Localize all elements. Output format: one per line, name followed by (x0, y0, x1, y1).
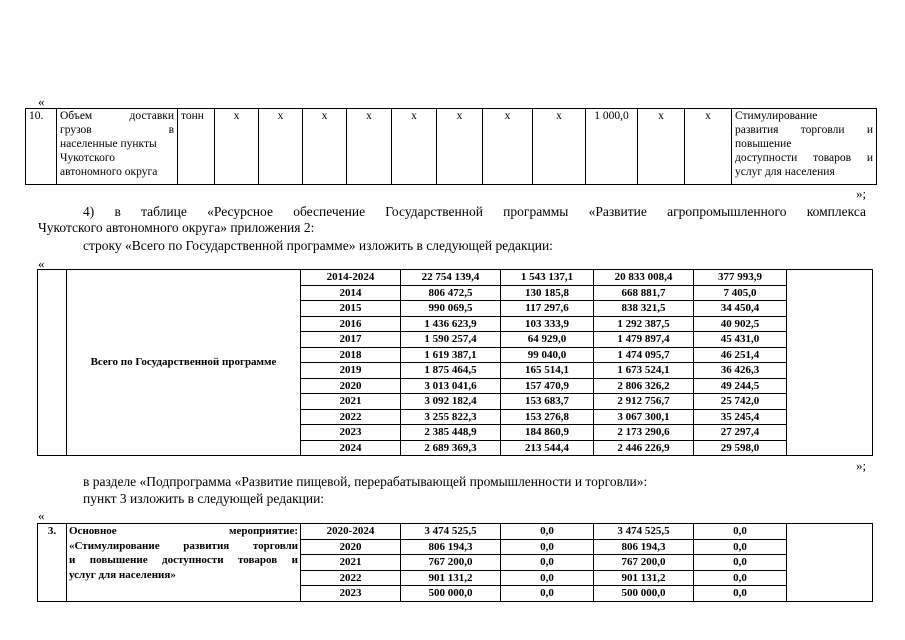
amount-cell: 1 436 623,9 (401, 316, 501, 332)
amount-cell: 0,0 (501, 524, 594, 540)
amount-cell: 2 173 290,6 (594, 425, 694, 441)
amount-cell: 806 194,3 (594, 539, 694, 555)
year-cell: 2022 (301, 570, 401, 586)
amount-cell: 0,0 (694, 586, 787, 602)
row-label: Всего по Государственной программе (67, 270, 301, 456)
amount-cell: 153 683,7 (501, 394, 594, 410)
row-number: 10. (26, 109, 57, 185)
amount-cell: 767 200,0 (401, 555, 501, 571)
activity-label: Основное мероприятие: «Стимулирование развития торговли и повышение доступности товаров и услуг для населения» (67, 524, 301, 602)
table-measure-10 (25, 108, 877, 185)
value-cell: х (533, 109, 586, 185)
amount-cell: 35 245,4 (694, 409, 787, 425)
year-cell: 2017 (301, 332, 401, 348)
amount-cell: 0,0 (694, 555, 787, 571)
paragraph-instruction: строку «Всего по Государственной программе» изложить в следующей редакции: (83, 238, 553, 253)
table-main-activity (37, 523, 873, 602)
amount-cell: 3 013 041,6 (401, 378, 501, 394)
amount-cell: 0,0 (694, 570, 787, 586)
amount-cell: 2 806 326,2 (594, 378, 694, 394)
amount-cell: 2 912 756,7 (594, 394, 694, 410)
value-cell: х (215, 109, 259, 185)
table-total-program (37, 269, 873, 456)
value-cell: х (437, 109, 483, 185)
amount-cell: 0,0 (694, 539, 787, 555)
amount-cell: 46 251,4 (694, 347, 787, 363)
year-cell: 2015 (301, 301, 401, 317)
year-cell: 2014-2024 (301, 270, 401, 286)
value-cell: 1 000,0 (586, 109, 638, 185)
amount-cell: 500 000,0 (594, 586, 694, 602)
value-cell: х (392, 109, 437, 185)
amount-cell: 901 131,2 (594, 570, 694, 586)
amount-cell: 0,0 (501, 586, 594, 602)
amount-cell: 668 881,7 (594, 285, 694, 301)
quote-open-1: « (38, 94, 45, 109)
year-cell: 2020-2024 (301, 524, 401, 540)
year-cell: 2016 (301, 316, 401, 332)
amount-cell: 153 276,8 (501, 409, 594, 425)
amount-cell: 36 426,3 (694, 363, 787, 379)
amount-cell: 1 543 137,1 (501, 270, 594, 286)
amount-cell: 2 385 448,9 (401, 425, 501, 441)
amount-cell: 3 067 300,1 (594, 409, 694, 425)
year-cell: 2019 (301, 363, 401, 379)
value-cell: х (259, 109, 303, 185)
year-cell: 2021 (301, 555, 401, 571)
amount-cell: 0,0 (501, 539, 594, 555)
value-cell: х (303, 109, 347, 185)
amount-cell: 49 244,5 (694, 378, 787, 394)
quote-open-3: « (38, 508, 45, 523)
empty-note-cell (787, 524, 873, 602)
amount-cell: 45 431,0 (694, 332, 787, 348)
amount-cell: 0,0 (501, 570, 594, 586)
amount-cell: 213 544,4 (501, 440, 594, 456)
value-cell: х (685, 109, 732, 185)
amount-cell: 3 092 182,4 (401, 394, 501, 410)
paragraph-item3: пункт 3 изложить в следующей редакции: (83, 491, 325, 506)
year-cell: 2024 (301, 440, 401, 456)
year-cell: 2023 (301, 586, 401, 602)
paragraph-subprogram: в разделе «Подпрограмма «Развитие пищевой, перерабатывающей промышленности и торговли»: (83, 474, 648, 489)
amount-cell: 838 321,5 (594, 301, 694, 317)
amount-cell: 34 450,4 (694, 301, 787, 317)
amount-cell: 500 000,0 (401, 586, 501, 602)
row-number: 3. (38, 524, 67, 602)
quote-open-2: « (38, 256, 45, 271)
amount-cell: 7 405,0 (694, 285, 787, 301)
year-cell: 2020 (301, 378, 401, 394)
amount-cell: 0,0 (501, 555, 594, 571)
amount-cell: 1 673 524,1 (594, 363, 694, 379)
year-cell: 2021 (301, 394, 401, 410)
year-cell: 2023 (301, 425, 401, 441)
value-cell: х (638, 109, 685, 185)
amount-cell: 1 619 387,1 (401, 347, 501, 363)
value-cell: х (483, 109, 533, 185)
amount-cell: 806 472,5 (401, 285, 501, 301)
amount-cell: 3 474 525,5 (401, 524, 501, 540)
year-cell: 2018 (301, 347, 401, 363)
empty-number-cell (38, 270, 67, 456)
amount-cell: 1 590 257,4 (401, 332, 501, 348)
amount-cell: 990 069,5 (401, 301, 501, 317)
amount-cell: 29 598,0 (694, 440, 787, 456)
amount-cell: 99 040,0 (501, 347, 594, 363)
amount-cell: 3 255 822,3 (401, 409, 501, 425)
amount-cell: 0,0 (694, 524, 787, 540)
measure-name: Объем доставки грузов в населенные пункты Чукотского автономного округа (57, 109, 178, 185)
value-cell: х (347, 109, 392, 185)
table-row (38, 270, 873, 286)
amount-cell: 40 902,5 (694, 316, 787, 332)
amount-cell: 806 194,3 (401, 539, 501, 555)
quote-close-2: »; (856, 458, 867, 473)
empty-note-cell (787, 270, 873, 456)
amount-cell: 130 185,8 (501, 285, 594, 301)
amount-cell: 27 297,4 (694, 425, 787, 441)
amount-cell: 157 470,9 (501, 378, 594, 394)
quote-close-1: »; (856, 186, 867, 201)
amount-cell: 1 474 095,7 (594, 347, 694, 363)
amount-cell: 767 200,0 (594, 555, 694, 571)
year-cell: 2022 (301, 409, 401, 425)
amount-cell: 103 333,9 (501, 316, 594, 332)
amount-cell: 20 833 008,4 (594, 270, 694, 286)
amount-cell: 184 860,9 (501, 425, 594, 441)
amount-cell: 64 929,0 (501, 332, 594, 348)
amount-cell: 1 479 897,4 (594, 332, 694, 348)
amount-cell: 2 446 226,9 (594, 440, 694, 456)
paragraph-4: 4) в таблице «Ресурсное обеспечение Государственной программы «Развитие агропромышленного комплекса (83, 204, 866, 219)
amount-cell: 1 875 464,5 (401, 363, 501, 379)
amount-cell: 377 993,9 (694, 270, 787, 286)
note-cell: Стимулирование развития торговли и повышение доступности товаров и услуг для населения (732, 109, 877, 185)
table-row (38, 524, 873, 540)
year-cell: 2020 (301, 539, 401, 555)
amount-cell: 901 131,2 (401, 570, 501, 586)
amount-cell: 117 297,6 (501, 301, 594, 317)
amount-cell: 25 742,0 (694, 394, 787, 410)
year-cell: 2014 (301, 285, 401, 301)
amount-cell: 22 754 139,4 (401, 270, 501, 286)
amount-cell: 3 474 525,5 (594, 524, 694, 540)
amount-cell: 1 292 387,5 (594, 316, 694, 332)
unit-cell: тонн (178, 109, 215, 185)
amount-cell: 2 689 369,3 (401, 440, 501, 456)
amount-cell: 165 514,1 (501, 363, 594, 379)
paragraph-4-cont: Чукотского автономного округа» приложения 2: (38, 220, 315, 235)
